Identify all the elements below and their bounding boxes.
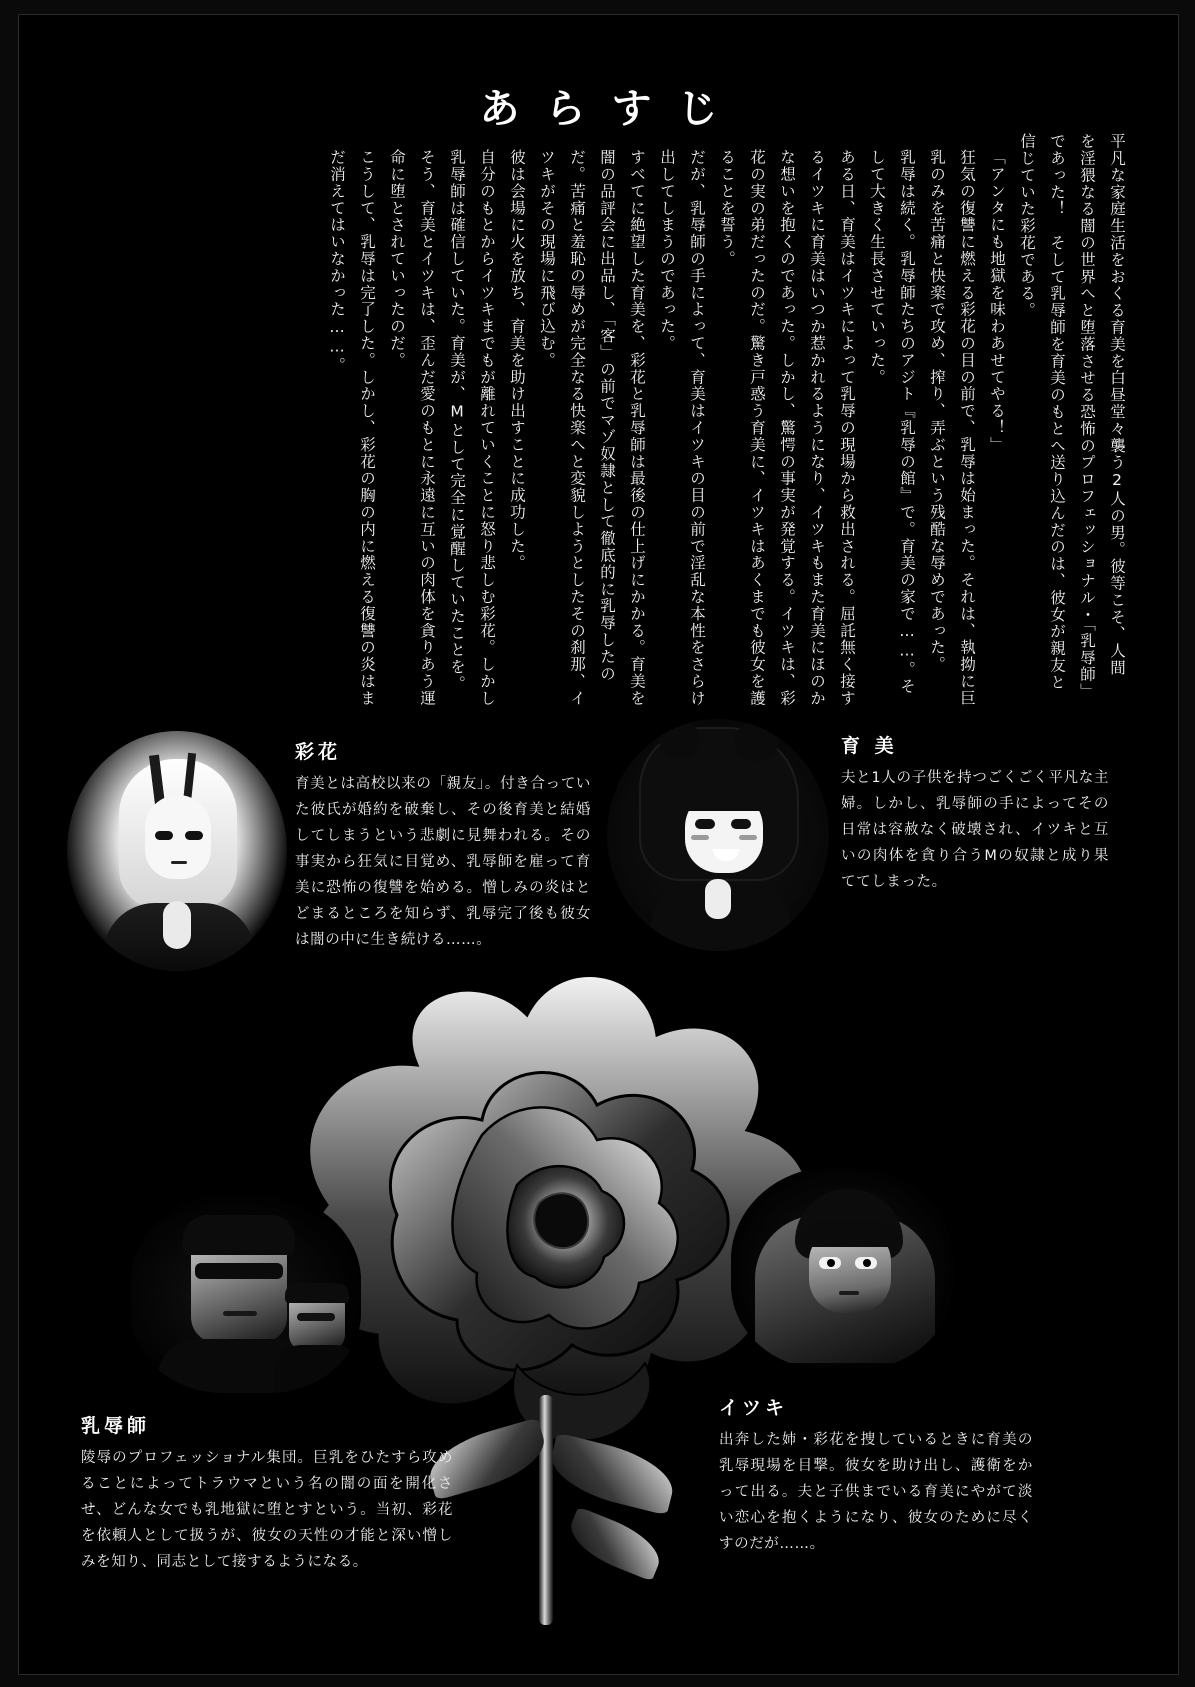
ayaka-name: 彩花 (295, 741, 342, 763)
synopsis-column: 「アンタにも地獄を味わあせてやる！」 (988, 149, 1006, 454)
synopsis-column: ある日、育美はイツキによって乳辱の現場から救出される。屈託無く接するイツキに育美はいつか惹かれるようになり、イツキもまた育美にほのかな想いを抱くのであった。しかし、驚愕の事実が発覚する。イツキは、彩花の実の弟だったのだ。驚き戸惑う育美に、イツキはあくまでも彼女を護ることを誓う。 (718, 149, 856, 707)
itsuki-name: イツキ (719, 1397, 789, 1419)
synopsis-column: 平凡な家庭生活をおくる育美を白昼堂々襲う2人の男。彼等こそ、人間を淫猥なる闇の世界へと堕落させる恐怖のプロフェッショナル・「乳辱師」であった！ そして乳辱師を育美のもとへ送り込んだのは、彼女が親友と信じていた彩花である。 (1018, 133, 1126, 693)
itsuki-portrait (731, 1167, 953, 1369)
ikumi-portrait (607, 719, 829, 951)
synopsis-text-block (192, 133, 1132, 707)
synopsis-column: 乳辱は続く。乳辱師たちのアジト『乳辱の館』で。育美の家で……。そして大きく生長させていった。 (868, 149, 916, 695)
itsuki-description: 出奔した姉・彩花を捜しているときに育美の乳辱現場を目撃。彼女を助け出し、護衛をかって出る。夫と子供までいる育美にやがて淡い恋心を抱くようになり、彼女のために尽くすのだが……。 (719, 1432, 1033, 1552)
ikumi-description: 夫と1人の子供を持つごくごく平凡な主婦。しかし、乳辱師の手によってその日常は容赦なく破壊され、イツキと互いの肉体を貪り合うMの奴隷と成り果ててしまった。 (841, 770, 1109, 890)
ikumi-name: 育 美 (841, 735, 898, 757)
nyujokushi-portrait (131, 1193, 361, 1393)
nyujokushi-description: 陵辱のプロフェッショナル集団。巨乳をひたすら攻めることによってトラウマという名の闇の面を開化させ、どんな女でも乳地獄に堕とすという。当初、彩花を依頼人として扱うが、彼女の天性の才能と深い憎しみを知り、同志として接するようになる。 (81, 1450, 453, 1570)
synopsis-column: だが、乳辱師の手によって、育美はイツキの目の前で淫乱な本性をさらけ出してしまうのであった。 (658, 149, 706, 707)
nyujokushi-name: 乳辱師 (81, 1415, 151, 1437)
ayaka-description: 育美とは高校以来の「親友」。付き合っていた彼氏が婚約を破棄し、その後育美と結婚してしまうという悲劇に見舞われる。その事実から狂気に目覚め、乳辱師を雇って育美に恐怖の復讐を始める。憎しみの炎はとどまるところを知らず、乳辱完了後も彼女は闇の中に生き続ける……。 (295, 776, 591, 948)
synopsis-column: 自分のもとからイツキまでもが離れていくことに怒り悲しむ彩花。しかし乳辱師は確信していた。育美が、Mとして完全に覚醒していたことを。そう、育美とイツキは、歪んだ愛のもとに永遠に互いの肉体を貪りあう運命に堕とされていったのだ。 (388, 149, 496, 707)
synopsis-column: すべてに絶望した育美を、彩花と乳辱師は最後の仕上げにかかる。育美を闇の品評会に出品し、「客」の前でマゾ奴隷として徹底的に乳辱したのだ。苦痛と羞恥の辱めが完全なる快楽へと変貌しようとしたその刹那、イツキがその現場に飛び込む。 (538, 149, 646, 707)
synopsis-column: 彼は会場に火を放ち、育美を助け出すことに成功した。 (508, 149, 526, 572)
synopsis-column: こうして、乳辱は完了した。しかし、彩花の胸の内に燃える復讐の炎はまだ消えてはいなかった……。 (328, 149, 376, 707)
synopsis-column: 狂気の復讐に燃える彩花の目の前で、乳辱は始まった。それは、執拗に巨乳のみを苦痛と快楽で攻め、搾り、弄ぶという残酷な辱めであった。 (928, 149, 976, 707)
page-title: あらすじ (479, 86, 744, 132)
ayaka-portrait (67, 731, 287, 971)
page-frame (18, 14, 1179, 1675)
